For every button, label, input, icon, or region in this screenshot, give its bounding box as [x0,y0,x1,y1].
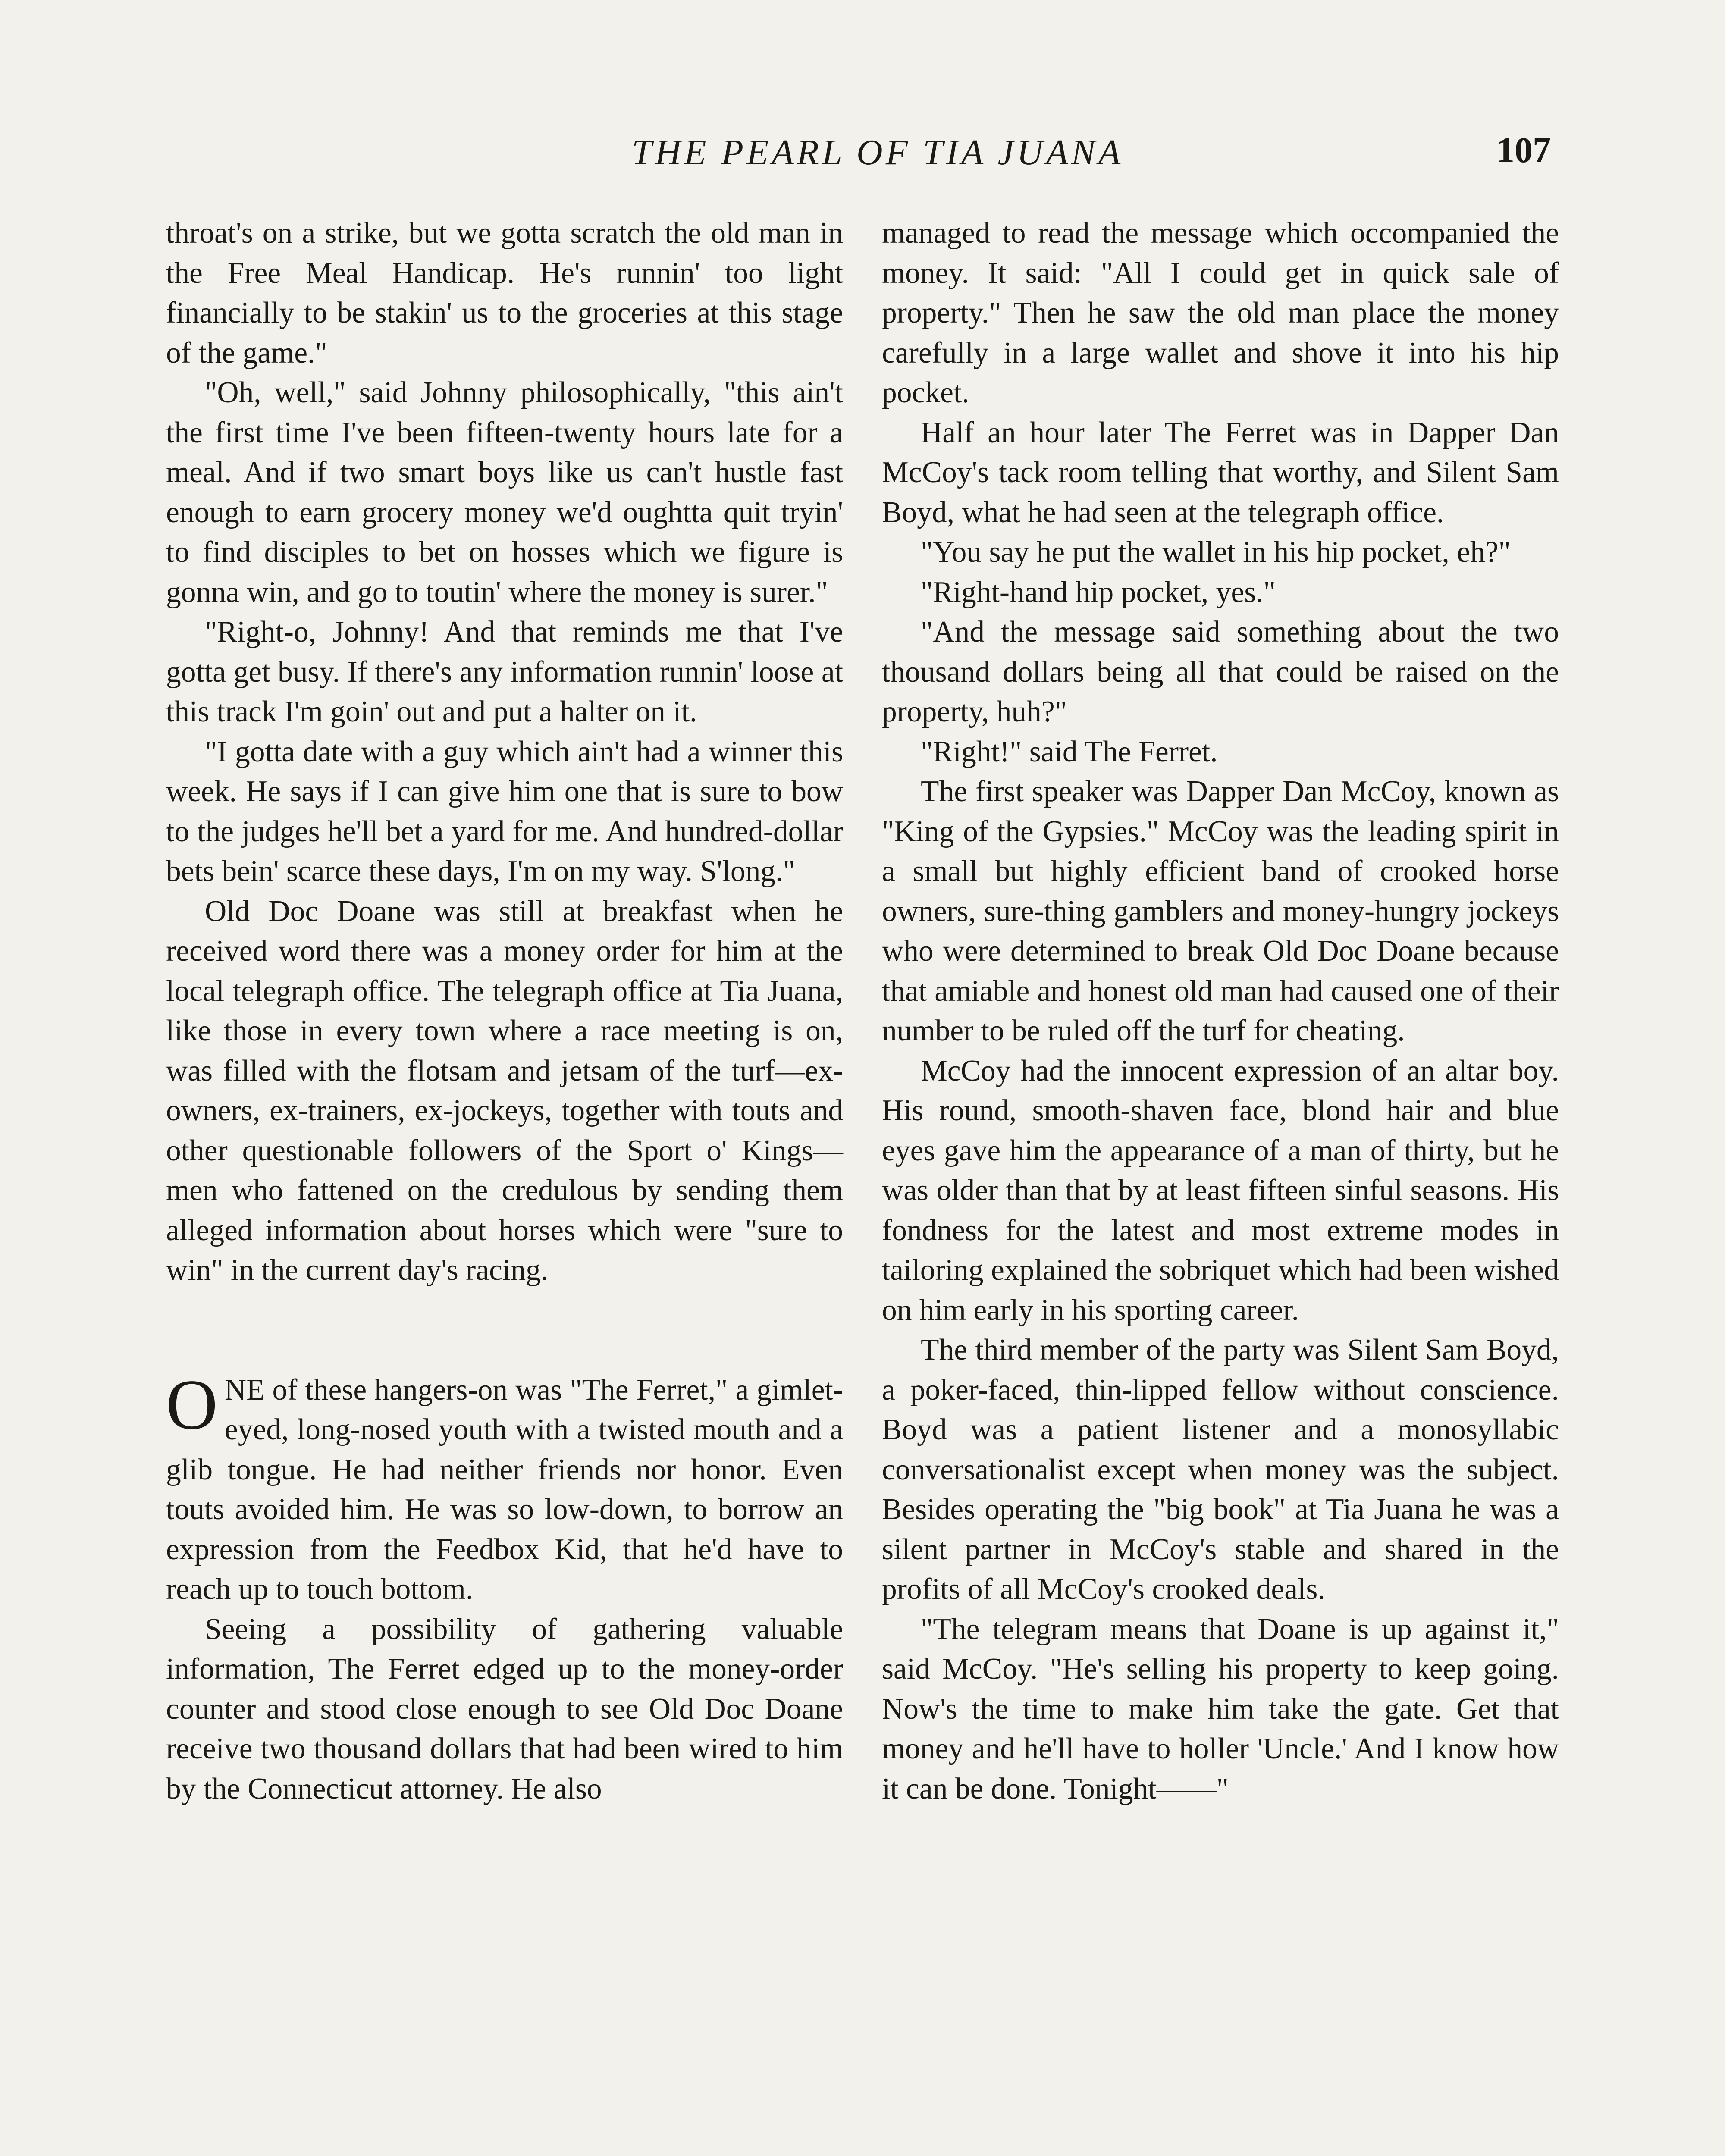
paragraph: throat's on a strike, but we gotta scratch the old man in the Free Meal Handicap. He's runnin' too light financially to be stakin' us to the groceries at this stage of the game." [166,216,843,370]
paragraph: managed to read the message which occompanied the money. It said: "All I could get in quick sale of property." Then he saw the old man place the money carefully in a large wallet and shove it into his hip pocket. [882,216,1559,409]
drop-cap: O [166,1364,218,1444]
section-break [166,1291,843,1370]
paragraph: The third member of the party was Silent Sam Boyd, a poker-faced, thin-lipped fellow without conscience. Boyd was a patient listener and a monosyllabic conversationalist except when money was the subject. Besides operating the "big book" at Tia Juana he was a silent partner in McCoy's stable and shared in the profits of all McCoy's crooked deals. [882,1333,1559,1606]
left-column [166,213,843,1809]
paragraph: "Oh, well," said Johnny philosophically, "this ain't the first time I've been fifteen-twenty hours late for a meal. And if two smart boys like us can't hustle fast enough to earn grocery money we'd oughtta quit tryin' to find disciples to bet on hosses which we figure is gonna win, and go to toutin' where the money is surer." [166,376,843,609]
paragraph: "Right-hand hip pocket, yes." [921,575,1276,609]
paragraph: "Right!" said The Ferret. [921,735,1218,768]
running-title: THE PEARL OF TIA JUANA [631,132,1124,172]
paragraph-text: NE of these hangers-on was "The Ferret," a gimlet-eyed, long-nosed youth with a twisted mouth and a glib tongue. He had neither friends nor honor. Even touts avoided him. He was so low-down, to borrow an expression from the Feedbox Kid, that he'd have to reach up to touch bottom. [166,1373,843,1606]
paragraph: Seeing a possibility of gathering valuable information, The Ferret edged up to the money-order counter and stood close enough to see Old Doc Doane receive two thousand dollars that had been wired to him by the Connecticut attorney. He also [166,1612,843,1805]
paragraph: "Right-o, Johnny! And that reminds me that I've gotta get busy. If there's any information runnin' loose at this track I'm goin' out and put a halter on it. [166,615,843,728]
paragraph: The first speaker was Dapper Dan McCoy, known as "King of the Gypsies." McCoy was the leading spirit in a small but highly efficient band of crooked horse owners, sure-thing gamblers and money-hungry jockeys who were determined to break Old Doc Doane because that amiable and honest old man had caused one of their number to be ruled off the turf for cheating. [882,775,1559,1047]
page-number: 107 [1496,130,1551,170]
paragraph: Old Doc Doane was still at breakfast when he received word there was a money order for him at the local telegraph office. The telegraph office at Tia Juana, like those in every town where a race meeting is on, was filled with the flotsam and jetsam of the turf—ex-owners, ex-trainers, ex-jockeys, together with touts and other questionable followers of the Sport o' Kings—men who fattened on the credulous by sending them alleged information about horses which were "sure to win" in the current day's racing. [166,894,843,1287]
paragraph: "And the message said something about the two thousand dollars being all that could be raised on the property, huh?" [882,615,1559,728]
paragraph: "You say he put the wallet in his hip pocket, eh?" [921,536,1511,569]
paragraph: Half an hour later The Ferret was in Dapper Dan McCoy's tack room telling that worthy, and Silent Sam Boyd, what he had seen at the telegraph office. [882,416,1559,529]
right-column [882,213,1559,1809]
paragraph: "The telegram means that Doane is up against it," said McCoy. "He's selling his property to keep going. Now's the time to make him take the gate. Get that money and he'll have to holler 'Uncle.' And I know how it can be done. Tonight——" [882,1612,1559,1805]
paragraph-with-drop-cap [166,1364,843,1610]
paragraph: McCoy had the innocent expression of an altar boy. His round, smooth-shaven face, blond hair and blue eyes gave him the appearance of a man of thirty, but he was older than that by at least fifteen sinful seasons. His fondness for the latest and most extreme modes in tailoring explained the sobriquet which had been wished on him early in his sporting career. [882,1054,1559,1327]
paragraph: "I gotta date with a guy which ain't had a winner this week. He says if I can give him one that is sure to bow to the judges he'll bet a yard for me. And hundred-dollar bets bein' scarce these days, I'm on my way. S'long." [166,735,843,888]
